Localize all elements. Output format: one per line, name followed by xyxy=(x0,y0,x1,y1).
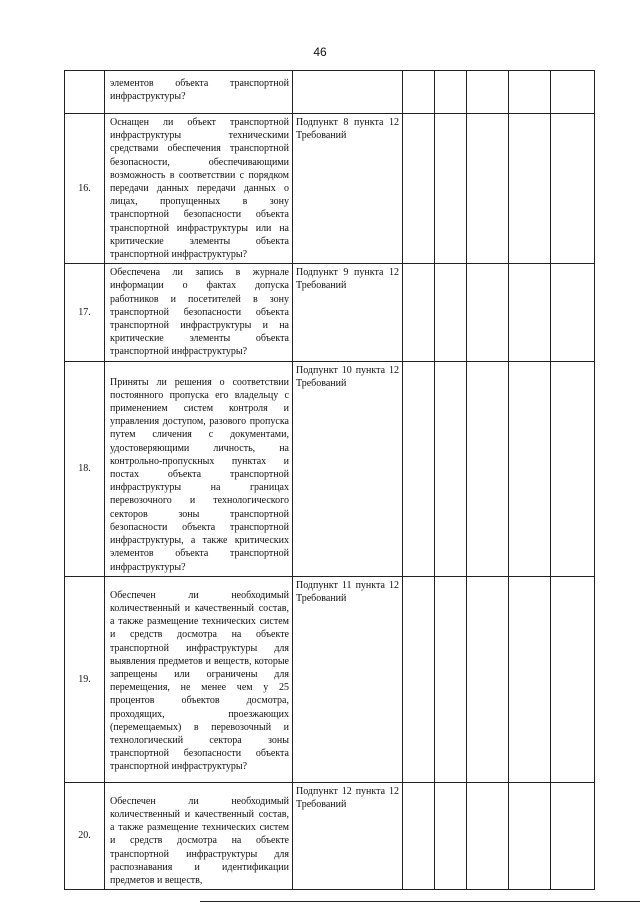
row-number: 17. xyxy=(65,264,105,361)
answer-cell[interactable] xyxy=(435,782,467,889)
table-row xyxy=(65,114,595,264)
answer-cell[interactable] xyxy=(509,114,551,264)
answer-cell[interactable] xyxy=(435,264,467,361)
row-number xyxy=(65,71,105,114)
reference-text: Подпункт 11 пункта 12 Требований xyxy=(293,576,403,782)
answer-cell[interactable] xyxy=(435,71,467,114)
row-number: 18. xyxy=(65,361,105,576)
row-number: 16. xyxy=(65,114,105,264)
answer-cell[interactable] xyxy=(467,264,509,361)
answer-cell[interactable] xyxy=(551,782,595,889)
row-number: 19. xyxy=(65,576,105,782)
reference-text: Подпункт 12 пункта 12 Требований xyxy=(293,782,403,889)
reference-text: Подпункт 8 пункта 12 Требований xyxy=(293,114,403,264)
answer-cell[interactable] xyxy=(467,576,509,782)
table-row xyxy=(65,576,595,782)
reference-text: Подпункт 9 пункта 12 Требований xyxy=(293,264,403,361)
answer-cell[interactable] xyxy=(551,114,595,264)
question-text: Оснащен ли объект транспортной инфраструктуры техническими средствами обеспечения транспортной безопасности, обеспечивающими возможность в соответствии с порядком передачи данных передачи данных о лицах, пропущенных в зону транспортной безопасности объекта транспортной инфраструктуры или на критические элементы объекта транспортной инфраструктуры? xyxy=(110,117,289,261)
checklist-table xyxy=(64,70,595,890)
answer-cell[interactable] xyxy=(403,576,435,782)
table-row xyxy=(65,264,595,361)
answer-cell[interactable] xyxy=(509,71,551,114)
question-text: Обеспечен ли необходимый количественный и качественный состав, а также размещение технических систем и средств досмотра на объекте транспортной инфраструктуры для распознавания и идентификации предметов и веществ, xyxy=(110,795,289,886)
table-row xyxy=(65,361,595,576)
answer-cell[interactable] xyxy=(509,576,551,782)
answer-cell[interactable] xyxy=(403,782,435,889)
answer-cell[interactable] xyxy=(551,71,595,114)
question-text: элементов объекта транспортной инфраструктуры? xyxy=(110,78,289,103)
question-text: Обеспечена ли запись в журнале информации о фактах допуска работников и посетителей в зону транспортной безопасности объекта транспортной инфраструктуры и на критические элементы объекта транспортной инфраструктуры? xyxy=(110,267,289,358)
answer-cell[interactable] xyxy=(435,576,467,782)
question-text: Обеспечен ли необходимый количественный и качественный состав, а также размещение технических систем и средств досмотра на объекте транспортной инфраструктуры для выявления предметов и веществ, которые запрещены или ограничены для перемещения, не менее чем у 25 процентов объектов досмотра, проходящих, проезжающих (перемещаемых) в перевозочный и технологический сектора зоны транспортной безопасности объекта транспортной инфраструктуры? xyxy=(110,589,289,773)
answer-cell[interactable] xyxy=(467,114,509,264)
answer-cell[interactable] xyxy=(435,114,467,264)
answer-cell[interactable] xyxy=(551,361,595,576)
page-number: 46 xyxy=(313,45,327,59)
answer-cell[interactable] xyxy=(435,361,467,576)
answer-cell[interactable] xyxy=(467,361,509,576)
table-row xyxy=(65,782,595,889)
answer-cell[interactable] xyxy=(551,264,595,361)
answer-cell[interactable] xyxy=(509,264,551,361)
answer-cell[interactable] xyxy=(509,782,551,889)
answer-cell[interactable] xyxy=(551,576,595,782)
scan-bottom-line xyxy=(200,901,640,902)
answer-cell[interactable] xyxy=(403,361,435,576)
row-number: 20. xyxy=(65,782,105,889)
answer-cell[interactable] xyxy=(403,114,435,264)
question-text: Приняты ли решения о соответствии постоянного пропуска его владельцу с применением систем контроля и управления доступом, разового пропуска путем сличения с документами, удостоверяющими личность, на контрольно-пропускных пунктах и постах объекта транспортной инфраструктуры на границах перевозочного и технологического секторов зоны транспортной безопасности объекта транспортной инфраструктуры, а также критических элементов объекта транспортной инфраструктуры? xyxy=(110,376,289,573)
answer-cell[interactable] xyxy=(509,361,551,576)
answer-cell[interactable] xyxy=(403,71,435,114)
answer-cell[interactable] xyxy=(403,264,435,361)
table-row xyxy=(65,71,595,114)
answer-cell[interactable] xyxy=(467,782,509,889)
reference-text: Подпункт 10 пункта 12 Требований xyxy=(293,361,403,576)
reference-text xyxy=(293,71,403,114)
answer-cell[interactable] xyxy=(467,71,509,114)
